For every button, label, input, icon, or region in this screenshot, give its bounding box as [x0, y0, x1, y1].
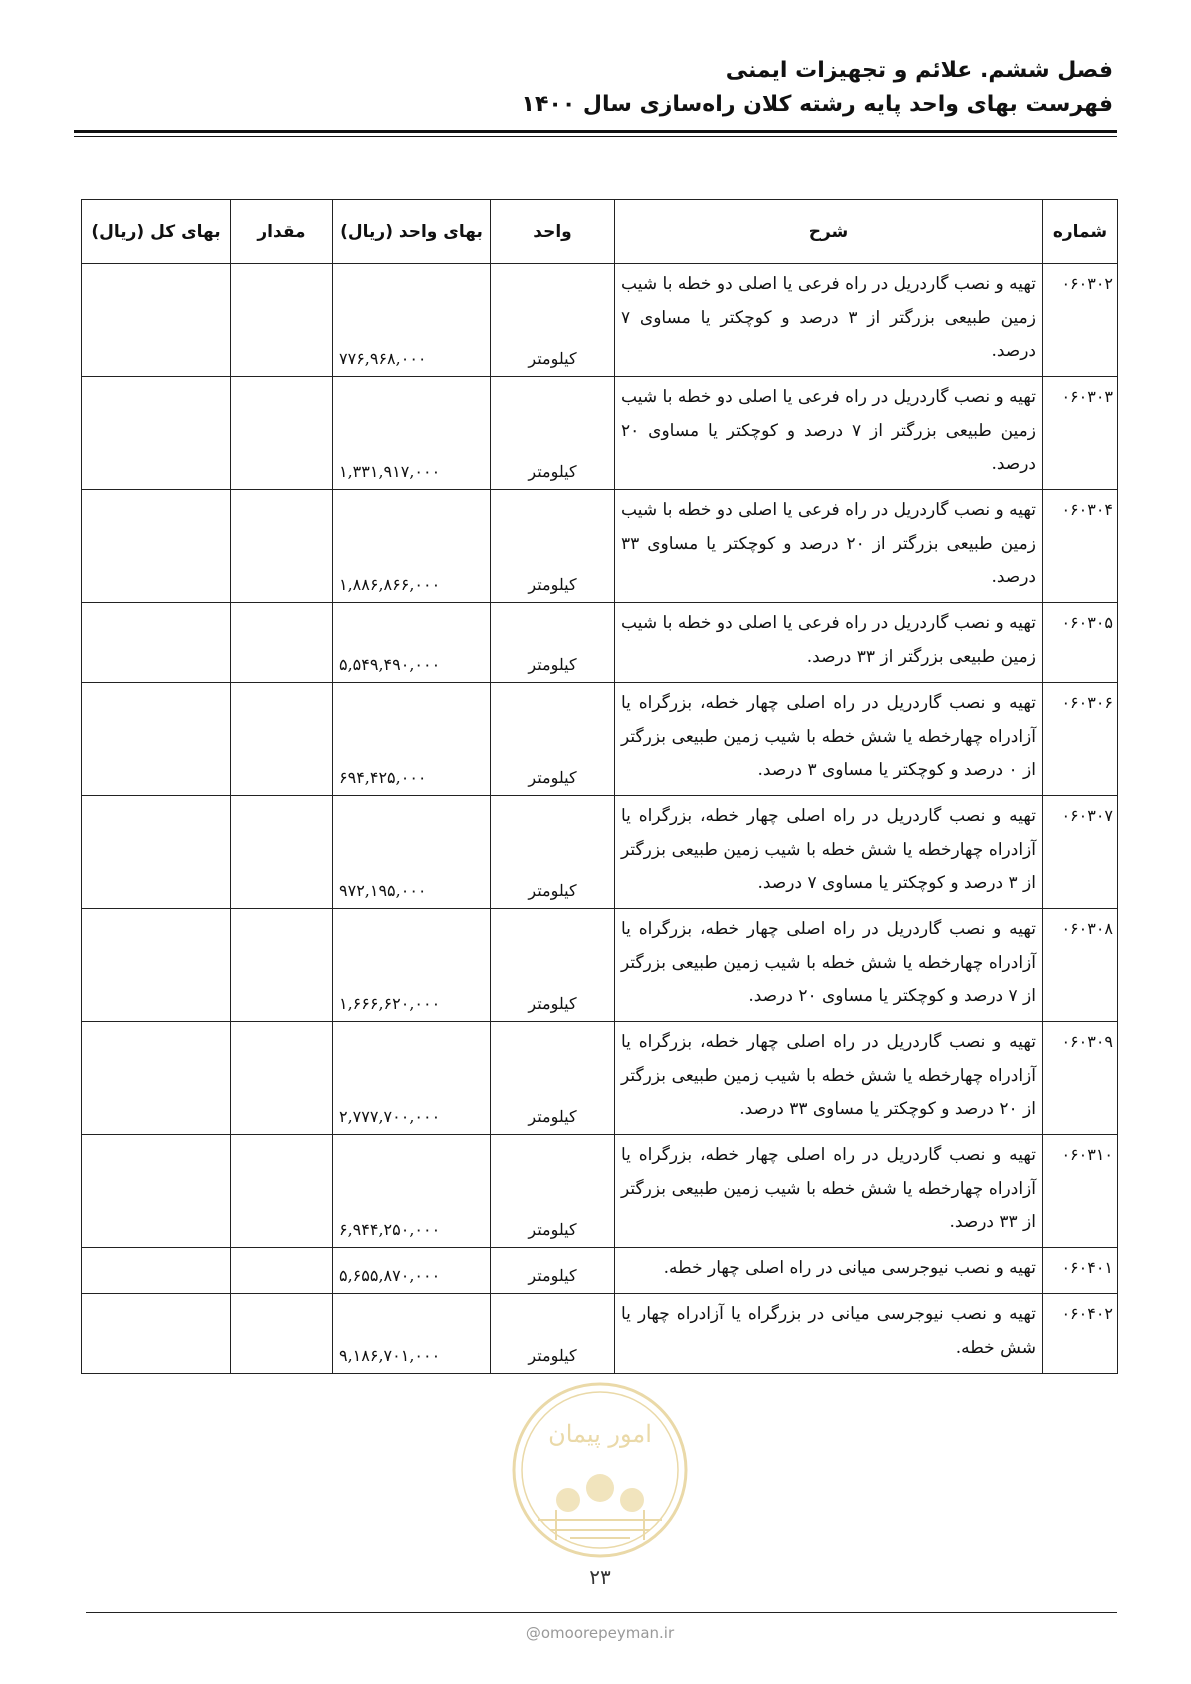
- row-total: [82, 796, 231, 909]
- row-unit: کیلومتر: [491, 490, 615, 603]
- row-unit-price: ۱,۳۳۱,۹۱۷,۰۰۰: [333, 377, 491, 490]
- watermark-seal: [510, 1380, 690, 1560]
- row-code: ۰۶۰۳۰۴: [1043, 490, 1118, 603]
- row-unit-price: ۵,۵۴۹,۴۹۰,۰۰۰: [333, 603, 491, 683]
- table-row: [82, 909, 1118, 1022]
- row-code: ۰۶۰۳۱۰: [1043, 1135, 1118, 1248]
- row-code: ۰۶۰۳۰۶: [1043, 683, 1118, 796]
- row-total: [82, 1294, 231, 1374]
- row-unit-price: ۱,۶۶۶,۶۲۰,۰۰۰: [333, 909, 491, 1022]
- row-code: ۰۶۰۳۰۵: [1043, 603, 1118, 683]
- row-quantity: [231, 264, 333, 377]
- row-total: [82, 1135, 231, 1248]
- table-row: [82, 796, 1118, 909]
- row-quantity: [231, 909, 333, 1022]
- row-unit: کیلومتر: [491, 377, 615, 490]
- row-quantity: [231, 1248, 333, 1294]
- row-unit-price: ۵,۶۵۵,۸۷۰,۰۰۰: [333, 1248, 491, 1294]
- header-rule-thick: [74, 130, 1117, 133]
- row-unit-price: ۹,۱۸۶,۷۰۱,۰۰۰: [333, 1294, 491, 1374]
- col-header-total: بهای کل (ریال): [82, 200, 231, 264]
- row-unit-price: ۶,۹۴۴,۲۵۰,۰۰۰: [333, 1135, 491, 1248]
- row-quantity: [231, 377, 333, 490]
- table-row: [82, 1135, 1118, 1248]
- row-unit-price: ۶۹۴,۴۲۵,۰۰۰: [333, 683, 491, 796]
- table-row: [82, 683, 1118, 796]
- watermark-logo-text: امور پیمان: [548, 1420, 652, 1448]
- footer-rule: [86, 1612, 1117, 1613]
- row-description: تهیه و نصب گاردریل در راه فرعی یا اصلی دو خطه با شیب زمین طبیعی بزرگتر از ۷ درصد و کوچکتر یا مساوی ۲۰ درصد.: [615, 377, 1043, 490]
- row-quantity: [231, 603, 333, 683]
- document-title: فهرست بهای واحد پایه رشته کلان راه‌سازی سال ۱۴۰۰: [521, 92, 1113, 117]
- page-header: [78, 54, 1113, 122]
- page-number: ۲۳: [589, 1565, 611, 1589]
- row-description: تهیه و نصب گاردریل در راه فرعی یا اصلی دو خطه با شیب زمین طبیعی بزرگتر از ۲۰ درصد و کوچکتر یا مساوی ۳۳ درصد.: [615, 490, 1043, 603]
- row-unit: کیلومتر: [491, 683, 615, 796]
- table-row: [82, 1294, 1118, 1374]
- col-header-unit-price: بهای واحد (ریال): [333, 200, 491, 264]
- row-total: [82, 377, 231, 490]
- row-total: [82, 1022, 231, 1135]
- row-description: تهیه و نصب نیوجرسی میانی در راه اصلی چهار خطه.: [615, 1248, 1043, 1294]
- table-row: [82, 490, 1118, 603]
- row-description: تهیه و نصب گاردریل در راه اصلی چهار خطه، بزرگراه یا آزادراه چهارخطه یا شش خطه با شیب زمین طبیعی بزرگتر از ۲۰ درصد و کوچکتر یا مساوی ۳۳ درصد.: [615, 1022, 1043, 1135]
- col-header-unit: واحد: [491, 200, 615, 264]
- row-code: ۰۶۰۳۰۲: [1043, 264, 1118, 377]
- row-code: ۰۶۰۳۰۹: [1043, 1022, 1118, 1135]
- row-total: [82, 490, 231, 603]
- chapter-title: فصل ششم. علائم و تجهیزات ایمنی: [725, 58, 1113, 83]
- row-code: ۰۶۰۳۰۷: [1043, 796, 1118, 909]
- row-description: تهیه و نصب گاردریل در راه فرعی یا اصلی دو خطه با شیب زمین طبیعی بزرگتر از ۳ درصد و کوچکتر یا مساوی ۷ درصد.: [615, 264, 1043, 377]
- row-quantity: [231, 1135, 333, 1248]
- price-table: [81, 199, 1118, 1374]
- row-total: [82, 1248, 231, 1294]
- row-code: ۰۶۰۳۰۳: [1043, 377, 1118, 490]
- table-header-row: [82, 200, 1118, 264]
- col-header-quantity: مقدار: [231, 200, 333, 264]
- row-code: ۰۶۰۴۰۲: [1043, 1294, 1118, 1374]
- row-description: تهیه و نصب نیوجرسی میانی در بزرگراه یا آزادراه چهار یا شش خطه.: [615, 1294, 1043, 1374]
- row-description: تهیه و نصب گاردریل در راه اصلی چهار خطه، بزرگراه یا آزادراه چهارخطه یا شش خطه با شیب زمین طبیعی بزرگتر از ۳ درصد و کوچکتر یا مساوی ۷ درصد.: [615, 796, 1043, 909]
- row-unit-price: ۹۷۲,۱۹۵,۰۰۰: [333, 796, 491, 909]
- row-unit-price: ۱,۸۸۶,۸۶۶,۰۰۰: [333, 490, 491, 603]
- row-quantity: [231, 490, 333, 603]
- row-total: [82, 909, 231, 1022]
- footer-handle: @omoorepeyman.ir: [525, 1624, 675, 1642]
- row-unit: کیلومتر: [491, 1294, 615, 1374]
- row-code: ۰۶۰۴۰۱: [1043, 1248, 1118, 1294]
- table-row: [82, 377, 1118, 490]
- row-unit: کیلومتر: [491, 796, 615, 909]
- row-description: تهیه و نصب گاردریل در راه فرعی یا اصلی دو خطه با شیب زمین طبیعی بزرگتر از ۳۳ درصد.: [615, 603, 1043, 683]
- row-total: [82, 683, 231, 796]
- row-unit: کیلومتر: [491, 1022, 615, 1135]
- row-unit: کیلومتر: [491, 603, 615, 683]
- table-row: [82, 1022, 1118, 1135]
- table-row: [82, 264, 1118, 377]
- row-unit: کیلومتر: [491, 264, 615, 377]
- table-row: [82, 1248, 1118, 1294]
- row-description: تهیه و نصب گاردریل در راه اصلی چهار خطه، بزرگراه یا آزادراه چهارخطه یا شش خطه با شیب زمین طبیعی بزرگتر از ۳۳ درصد.: [615, 1135, 1043, 1248]
- row-description: تهیه و نصب گاردریل در راه اصلی چهار خطه، بزرگراه یا آزادراه چهارخطه یا شش خطه با شیب زمین طبیعی بزرگتر از ۷ درصد و کوچکتر یا مساوی ۲۰ درصد.: [615, 909, 1043, 1022]
- row-total: [82, 603, 231, 683]
- row-unit: کیلومتر: [491, 1135, 615, 1248]
- row-description: تهیه و نصب گاردریل در راه اصلی چهار خطه، بزرگراه یا آزادراه چهارخطه یا شش خطه با شیب زمین طبیعی بزرگتر از ۰ درصد و کوچکتر یا مساوی ۳ درصد.: [615, 683, 1043, 796]
- table-row: [82, 603, 1118, 683]
- col-header-code: شماره: [1043, 200, 1118, 264]
- row-quantity: [231, 1022, 333, 1135]
- row-quantity: [231, 683, 333, 796]
- col-header-desc: شرح: [615, 200, 1043, 264]
- row-unit: کیلومتر: [491, 1248, 615, 1294]
- row-unit-price: ۷۷۶,۹۶۸,۰۰۰: [333, 264, 491, 377]
- header-rule-thin: [74, 136, 1117, 137]
- row-code: ۰۶۰۳۰۸: [1043, 909, 1118, 1022]
- row-quantity: [231, 796, 333, 909]
- row-quantity: [231, 1294, 333, 1374]
- row-unit-price: ۲,۷۷۷,۷۰۰,۰۰۰: [333, 1022, 491, 1135]
- row-total: [82, 264, 231, 377]
- row-unit: کیلومتر: [491, 909, 615, 1022]
